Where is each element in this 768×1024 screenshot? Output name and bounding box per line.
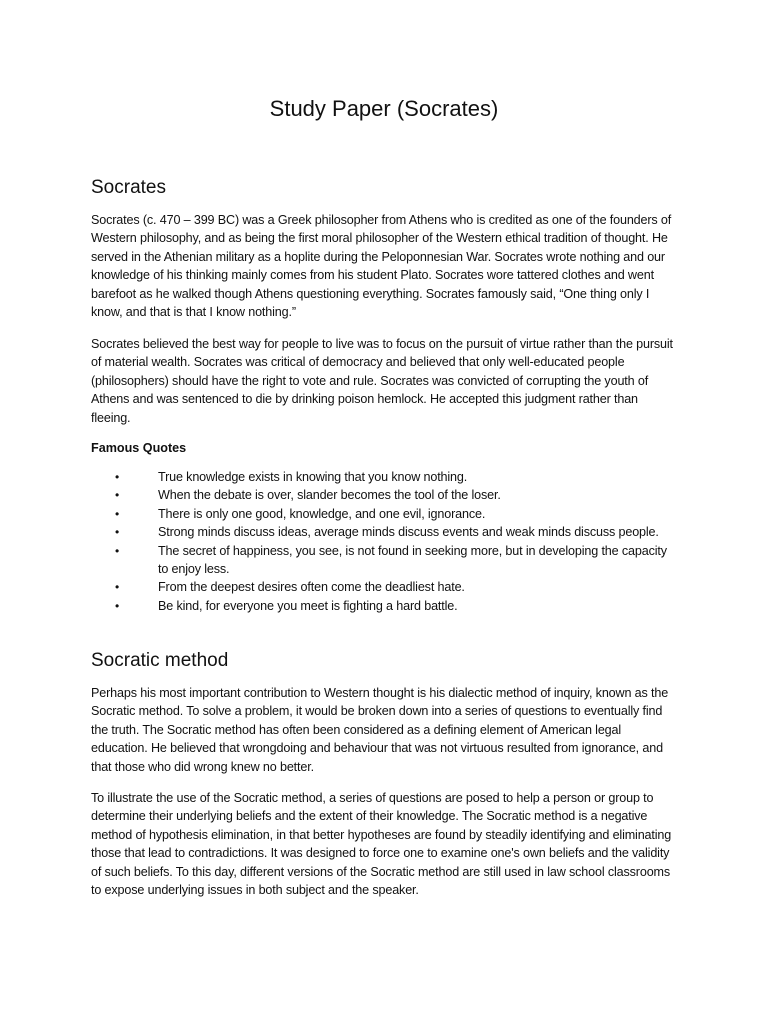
paragraph-socratic-method-intro: Perhaps his most important contribution to Western thought is his dialectic method of inquiry, known as the Socratic method. To solve a problem, it would be broken down into a series of questions to eventually find the truth. The Socratic method has often been considered as a defining element of American legal education. He believed that wrongdoing and behaviour that was not virtuous resulted from ignorance, and that those who did wrong knew no better.	[91, 686, 669, 774]
bullet-icon: •	[115, 470, 120, 484]
quote-text: Strong minds discuss ideas, average minds discuss events and weak minds discuss people.	[158, 525, 659, 540]
bullet-icon: •	[115, 525, 120, 540]
quote-list-item	[91, 597, 678, 615]
section-heading-socrates: Socrates	[91, 177, 166, 198]
quote-text: When the debate is over, slander becomes the tool of the loser.	[158, 488, 501, 503]
quote-list-item	[91, 505, 678, 523]
quote-list-item	[91, 468, 678, 486]
paragraph-socrates-intro: Socrates (c. 470 – 399 BC) was a Greek philosopher from Athens who is credited as one of the founders of Western philosophy, and as being the first moral philosopher of the Western ethical tradition of thought. He served in the Athenian military as a hoplite during the Peloponnesian War. Socrates wrote nothing and our knowledge of his thinking mainly comes from his student Plato. Socrates wore tattered clothes and went barefoot as he walked though Athens questioning everything. Socrates famously said, “One thing only I know, and that is that I know nothing.”	[91, 213, 672, 320]
bullet-icon: •	[115, 598, 120, 613]
quote-list-item	[91, 486, 678, 504]
quote-text: True knowledge exists in knowing that you know nothing.	[158, 470, 468, 484]
paragraph-socratic-method-illustration: To illustrate the use of the Socratic method, a series of questions are posed to help a person or group to determine their underlying beliefs and the extent of their knowledge. The Socratic method is a negative method of hypothesis elimination, in that better hypotheses are found by steadily identifying and eliminating those that lead to contradictions. It was designed to force one to examine one's own beliefs and the validity of such beliefs. To this day, different versions of the Socratic method are still used in law school classrooms to expose underlying issues in both subject and the speaker.	[91, 791, 672, 898]
famous-quotes-heading: Famous Quotes	[91, 441, 187, 455]
paragraph-socrates-beliefs: Socrates believed the best way for people to live was to focus on the pursuit of virtue rather than the pursuit of material wealth. Socrates was critical of democracy and believed that only well-educated people (philosophers) should have the right to vote and rule. Socrates was convicted of corrupting the youth of Athens and was sentenced to die by drinking poison hemlock. He accepted this judgment rather than fleeing.	[91, 337, 673, 425]
quote-list-item	[91, 578, 678, 596]
document-title: Study Paper (Socrates)	[269, 96, 499, 121]
bullet-icon: •	[115, 580, 120, 595]
quote-list-item	[91, 542, 678, 579]
quote-text: From the deepest desires often come the deadliest hate.	[158, 580, 465, 595]
quote-text: The secret of happiness, you see, is not found in seeking more, but in developing the capacity to enjoy less.	[158, 543, 667, 577]
section-heading-socratic-method: Socratic method	[91, 650, 229, 671]
quote-text: There is only one good, knowledge, and one evil, ignorance.	[158, 506, 486, 521]
quote-list-item	[91, 523, 678, 541]
bullet-icon: •	[115, 488, 120, 503]
bullet-icon: •	[115, 506, 120, 521]
bullet-icon: •	[115, 543, 120, 558]
quote-text: Be kind, for everyone you meet is fighting a hard battle.	[158, 598, 458, 613]
famous-quotes-list	[91, 468, 678, 615]
